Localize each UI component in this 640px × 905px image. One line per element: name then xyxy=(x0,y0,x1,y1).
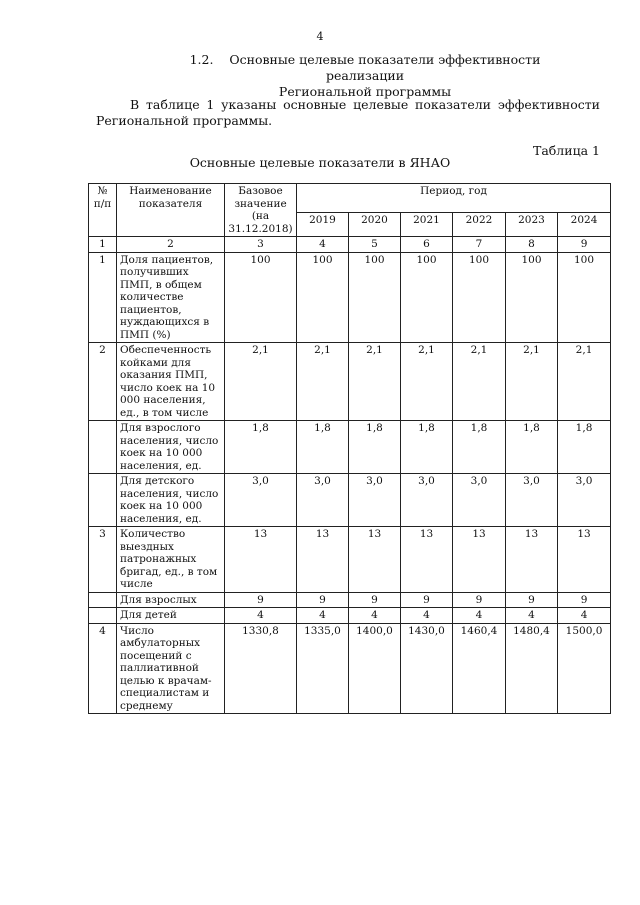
table-row xyxy=(89,343,611,421)
header-base: Базовое значение (на 31.12.2018) xyxy=(225,184,297,237)
row-number: 1 xyxy=(89,252,117,343)
row-value: 9 xyxy=(225,592,297,608)
row-value: 100 xyxy=(453,252,506,343)
row-value: 1,8 xyxy=(453,421,506,474)
row-value: 3,0 xyxy=(453,474,506,527)
table-row xyxy=(89,474,611,527)
row-number: 3 xyxy=(89,527,117,593)
row-value: 4 xyxy=(225,608,297,624)
page-number: 4 xyxy=(316,30,324,43)
row-value: 13 xyxy=(506,527,558,593)
row-value: 100 xyxy=(506,252,558,343)
row-value: 2,1 xyxy=(349,343,401,421)
row-value: 1335,0 xyxy=(297,623,349,714)
column-number: 9 xyxy=(558,237,611,253)
table-row xyxy=(89,608,611,624)
table-row xyxy=(89,623,611,714)
table-caption: Основные целевые показатели в ЯНАО xyxy=(189,155,451,170)
row-value: 4 xyxy=(297,608,349,624)
row-name: Доля пациентов, получивших ПМП, в общем количестве пациентов, нуждающихся в ПМП (%) xyxy=(117,252,225,343)
row-value: 1480,4 xyxy=(506,623,558,714)
column-number-row xyxy=(89,237,611,253)
row-value: 1,8 xyxy=(558,421,611,474)
row-value: 13 xyxy=(558,527,611,593)
column-number: 1 xyxy=(89,237,117,253)
column-number: 4 xyxy=(297,237,349,253)
row-value: 9 xyxy=(401,592,453,608)
header-year: 2021 xyxy=(401,213,453,237)
row-number xyxy=(89,592,117,608)
column-number: 3 xyxy=(225,237,297,253)
row-value: 3,0 xyxy=(349,474,401,527)
header-period: Период, год xyxy=(297,184,611,213)
header-year: 2023 xyxy=(506,213,558,237)
row-value: 100 xyxy=(558,252,611,343)
row-value: 2,1 xyxy=(225,343,297,421)
row-value: 9 xyxy=(558,592,611,608)
row-value: 2,1 xyxy=(558,343,611,421)
row-value: 3,0 xyxy=(558,474,611,527)
row-value: 4 xyxy=(558,608,611,624)
row-number: 2 xyxy=(89,343,117,421)
row-value: 3,0 xyxy=(297,474,349,527)
column-number: 2 xyxy=(117,237,225,253)
row-number: 4 xyxy=(89,623,117,714)
row-number xyxy=(89,421,117,474)
row-value: 3,0 xyxy=(506,474,558,527)
row-name: Количество выездных патронажных бригад, ед., в том числе xyxy=(117,527,225,593)
row-value: 9 xyxy=(453,592,506,608)
row-value: 9 xyxy=(506,592,558,608)
row-number xyxy=(89,474,117,527)
section-title-line2: Региональной программы xyxy=(278,84,452,99)
indicators-table xyxy=(88,183,611,714)
table-row xyxy=(89,252,611,343)
column-number: 5 xyxy=(349,237,401,253)
row-name: Обеспеченность койками для оказания ПМП, число коек на 10 000 населения, ед., в том числе xyxy=(117,343,225,421)
row-value: 1400,0 xyxy=(349,623,401,714)
row-value: 100 xyxy=(297,252,349,343)
row-value: 13 xyxy=(349,527,401,593)
row-name: Число амбулаторных посещений с паллиативной целью к врачам-специалистам и среднему xyxy=(117,623,225,714)
row-value: 1430,0 xyxy=(401,623,453,714)
row-value: 100 xyxy=(225,252,297,343)
row-name: Для взрослых xyxy=(117,592,225,608)
header-year: 2020 xyxy=(349,213,401,237)
header-year: 2019 xyxy=(297,213,349,237)
row-value: 2,1 xyxy=(401,343,453,421)
column-number: 6 xyxy=(401,237,453,253)
row-value: 1,8 xyxy=(349,421,401,474)
header-year: 2024 xyxy=(558,213,611,237)
row-value: 1460,4 xyxy=(453,623,506,714)
row-number xyxy=(89,608,117,624)
row-value: 13 xyxy=(225,527,297,593)
row-value: 2,1 xyxy=(506,343,558,421)
table-row xyxy=(89,421,611,474)
section-title-line1: Основные целевые показатели эффективности реализации xyxy=(229,52,541,83)
header-name: Наименование показателя xyxy=(117,184,225,237)
row-value: 2,1 xyxy=(297,343,349,421)
row-value: 13 xyxy=(401,527,453,593)
column-number: 8 xyxy=(506,237,558,253)
row-value: 9 xyxy=(297,592,349,608)
row-value: 1,8 xyxy=(506,421,558,474)
row-name: Для взрослого населения, число коек на 10 000 населения, ед. xyxy=(117,421,225,474)
intro-paragraph: В таблице 1 указаны основные целевые показатели эффективности Региональной программы. xyxy=(96,97,600,128)
row-value: 13 xyxy=(297,527,349,593)
row-value: 13 xyxy=(453,527,506,593)
row-value: 1500,0 xyxy=(558,623,611,714)
row-value: 2,1 xyxy=(453,343,506,421)
row-value: 1,8 xyxy=(297,421,349,474)
row-value: 3,0 xyxy=(401,474,453,527)
table-label: Таблица 1 xyxy=(532,143,600,158)
row-value: 4 xyxy=(453,608,506,624)
row-value: 1,8 xyxy=(401,421,453,474)
section-heading xyxy=(150,52,580,100)
header-row-1 xyxy=(89,184,611,213)
header-year: 2022 xyxy=(453,213,506,237)
section-number: 1.2. xyxy=(189,52,214,67)
row-value: 4 xyxy=(506,608,558,624)
row-value: 1330,8 xyxy=(225,623,297,714)
row-value: 3,0 xyxy=(225,474,297,527)
table-row xyxy=(89,592,611,608)
row-name: Для детского населения, число коек на 10 000 населения, ед. xyxy=(117,474,225,527)
header-num: № п/п xyxy=(89,184,117,237)
row-value: 9 xyxy=(349,592,401,608)
row-value: 4 xyxy=(349,608,401,624)
column-number: 7 xyxy=(453,237,506,253)
row-value: 1,8 xyxy=(225,421,297,474)
row-name: Для детей xyxy=(117,608,225,624)
table-row xyxy=(89,527,611,593)
row-value: 100 xyxy=(349,252,401,343)
row-value: 4 xyxy=(401,608,453,624)
row-value: 100 xyxy=(401,252,453,343)
